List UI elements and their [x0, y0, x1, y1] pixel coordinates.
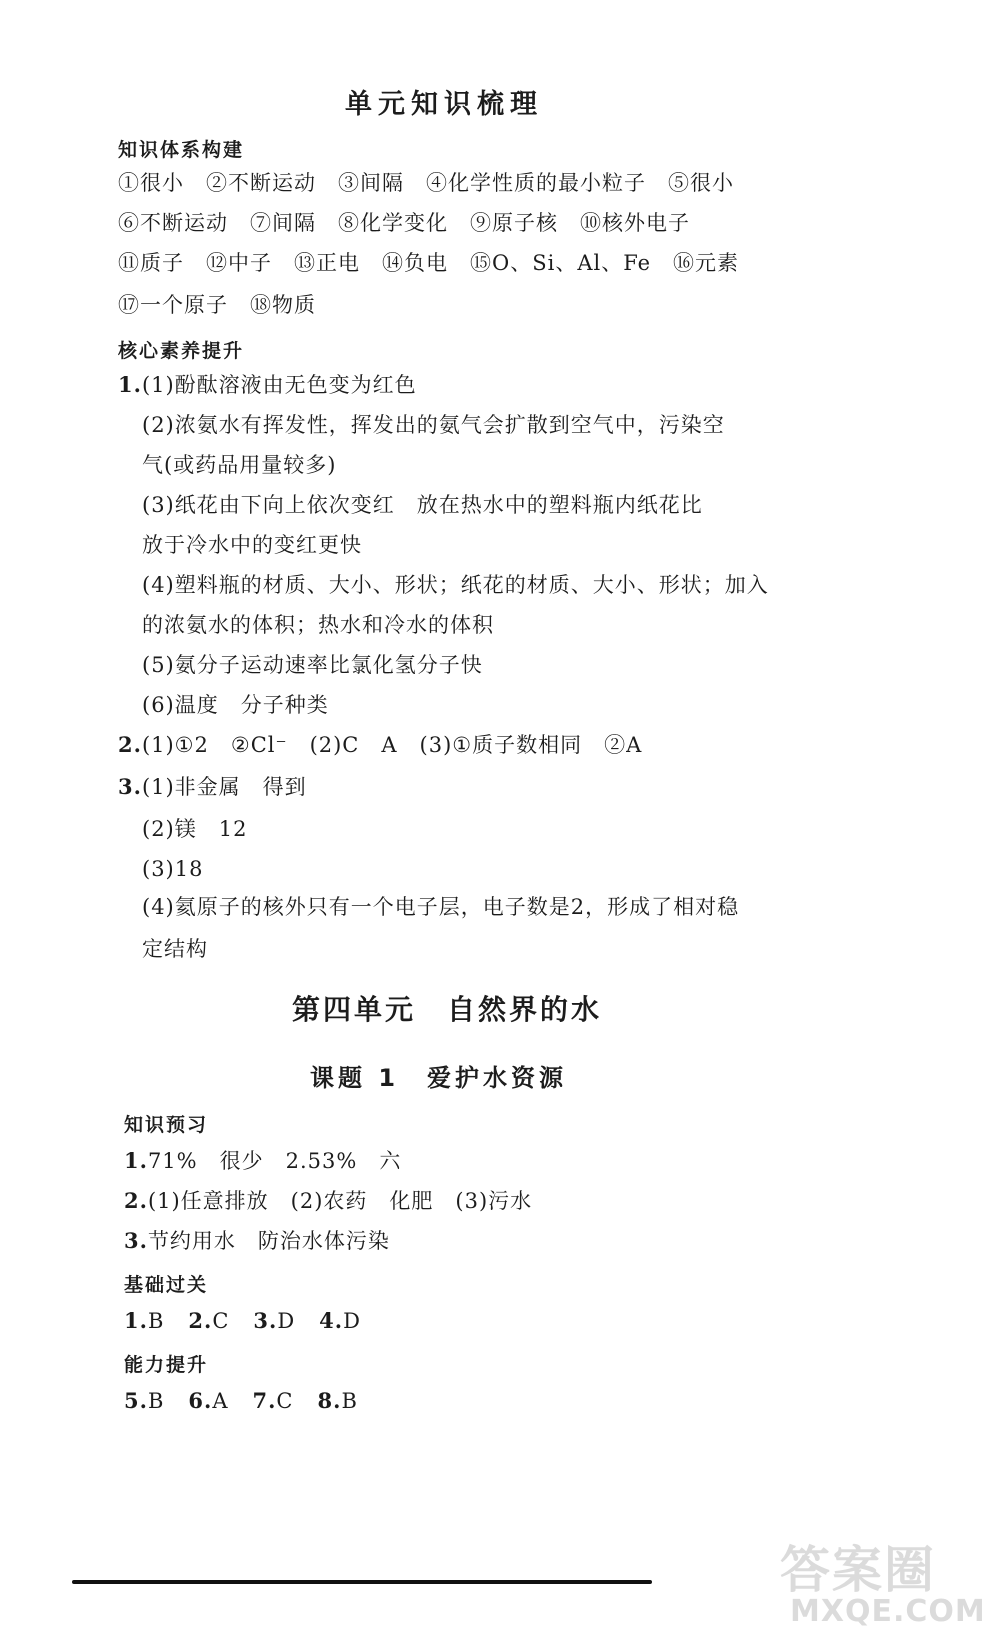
question-1-line [118, 370, 417, 400]
question-3-line [118, 772, 307, 802]
item-text: 71% 很少 2.53% 六 [147, 1149, 402, 1173]
preview-item [124, 1226, 390, 1256]
answer-number: 1. [124, 1308, 148, 1333]
answer-number: 2. [188, 1308, 213, 1333]
question-1-line: (5)氨分子运动速率比氯化氢分子快 [142, 653, 483, 677]
core-heading: 核心素养提升 [118, 340, 245, 362]
basic-answers [124, 1306, 361, 1336]
question-1-line: (2)浓氨水有挥发性，挥发出的氨气会扩散到空气中，污染空 [142, 413, 725, 437]
answer-choice: D [277, 1309, 296, 1333]
question-number: 3. [118, 774, 142, 799]
unit-title: 第四单元 自然界的水 [292, 993, 603, 1026]
item-text: (1)任意排放 (2)农药 化肥 (3)污水 [147, 1189, 533, 1213]
answer-choice: D [343, 1309, 361, 1333]
question-3-line: (3)18 [142, 857, 204, 881]
question-1-line: 的浓氨水的体积；热水和冷水的体积 [142, 613, 494, 637]
item-number: 3. [124, 1228, 148, 1253]
answer-choice: B [341, 1389, 358, 1413]
question-1-line: (3)纸花由下向上依次变红 放在热水中的塑料瓶内纸花比 [142, 493, 703, 517]
question-1-line: 气(或药品用量较多) [142, 453, 337, 477]
answer-number: 3. [253, 1308, 278, 1333]
lesson-title: 课题 1 爱护水资源 [310, 1064, 568, 1092]
ability-heading: 能力提升 [124, 1354, 209, 1376]
item-number: 2. [124, 1188, 148, 1213]
question-1-line: (4)塑料瓶的材质、大小、形状；纸花的材质、大小、形状；加入 [142, 573, 769, 597]
knowledge-heading: 知识体系构建 [118, 139, 245, 161]
question-1-line: (6)温度 分子种类 [142, 693, 329, 717]
question-1-part: (1)酚酞溶液由无色变为红色 [141, 373, 417, 397]
knowledge-line: ⑥不断运动 ⑦间隔 ⑧化学变化 ⑨原子核 ⑩核外电子 [118, 211, 690, 235]
answer-number: 7. [252, 1388, 277, 1413]
review-title: 单元知识梳理 [345, 89, 543, 120]
ability-answers [124, 1386, 358, 1416]
answer-number: 5. [124, 1388, 148, 1413]
answer-choice: A [212, 1389, 229, 1413]
question-number: 2. [118, 732, 142, 757]
preview-heading: 知识预习 [124, 1114, 209, 1136]
answer-number: 8. [317, 1388, 342, 1413]
watermark-url: MXQE.COM [790, 1594, 986, 1629]
item-number: 1. [124, 1148, 148, 1173]
question-3-line: (2)镁 12 [142, 817, 248, 841]
watermark-logo [780, 1530, 986, 1640]
answer-choice: B [147, 1389, 165, 1413]
answer-number: 6. [188, 1388, 213, 1413]
question-3-line: 定结构 [142, 937, 208, 961]
watermark-text: 答案圈 [780, 1541, 936, 1599]
preview-item [124, 1146, 401, 1176]
basic-heading: 基础过关 [124, 1274, 209, 1296]
question-3-part: (1)非金属 得到 [141, 775, 307, 799]
knowledge-line: ⑪质子 ⑫中子 ⑬正电 ⑭负电 ⑮O、Si、Al、Fe ⑯元素 [118, 251, 740, 275]
knowledge-line: ⑰一个原子 ⑱物质 [118, 293, 316, 317]
question-3-line: (4)氦原子的核外只有一个电子层，电子数是2，形成了相对稳 [142, 895, 740, 919]
question-2-line [118, 730, 642, 760]
answer-number: 4. [319, 1308, 344, 1333]
answer-choice: C [212, 1309, 230, 1333]
answer-choice: B [147, 1309, 165, 1333]
question-number: 1. [118, 372, 142, 397]
item-text: 节约用水 防治水体污染 [147, 1229, 390, 1253]
preview-item [124, 1186, 532, 1216]
question-1-line: 放于冷水中的变红更快 [142, 533, 362, 557]
question-2-text: (1)①2 ②Cl⁻ (2)C A (3)①质子数相同 ②A [141, 733, 643, 757]
bottom-divider [72, 1580, 652, 1584]
answer-choice: C [276, 1389, 294, 1413]
knowledge-line: ①很小 ②不断运动 ③间隔 ④化学性质的最小粒子 ⑤很小 [118, 171, 734, 195]
